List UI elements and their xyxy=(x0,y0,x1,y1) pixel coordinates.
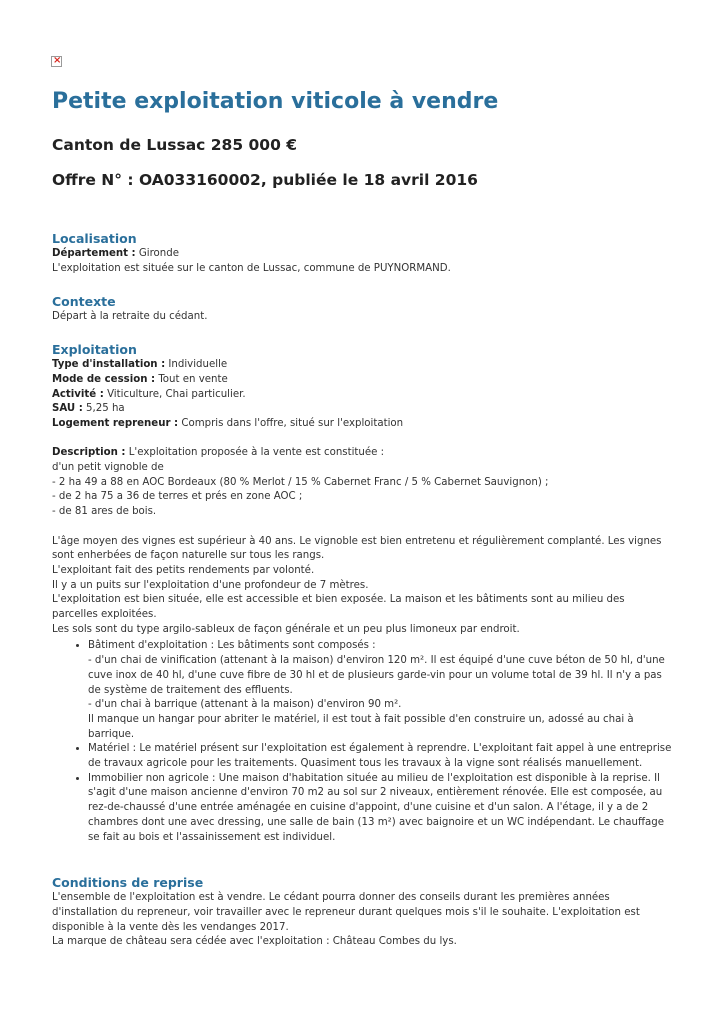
list-item-batiment xyxy=(88,639,672,742)
batiment-chai-barrique: - d'un chai à barrique (attenant à la maison) d'environ 90 m². xyxy=(88,699,402,711)
paragraph-situation: L'exploitation est bien située, elle est accessible et bien exposée. La maison et les bâtiments sont au milieu des parcelles exploitées. xyxy=(52,594,625,621)
localisation-text: L'exploitation est située sur le canton de Lussac, commune de PUYNORMAND. xyxy=(52,262,451,274)
field-activite xyxy=(52,388,672,403)
section-exploitation xyxy=(52,342,672,845)
offer-subtitle: Offre N° : OA033160002, publiée le 18 avril 2016 xyxy=(52,171,478,189)
field-type-label: Type d'installation : xyxy=(52,359,166,371)
field-type-value: Individuelle xyxy=(165,359,228,371)
broken-image-icon: × xyxy=(53,55,62,66)
immobilier-text: • Immobilier non agricole : Une maison d'habitation située au milieu de l'exploitation est disponible à la reprise. Il s'agit d'une maison ancienne d'environ 70 m2 au sol sur 2 niveaux, entièrement rénovée. Elle est composée, au rez-de-chaussé d'une entrée aménagée en cuisine d'appoint, d'une cuisine et d'un salon. A l'étage, il y a de 2 chambres dont une avec dressing, une salle de bain (13 m²) avec baignoire et un WC indépendant. Le chauffage se fait au bois et l'assainissement est individuel. xyxy=(88,772,665,843)
description-line-4: - de 81 ares de bois. xyxy=(52,506,157,518)
offer-content xyxy=(52,88,672,950)
paragraph-rendements: L'exploitant fait des petits rendements par volonté. xyxy=(52,564,315,576)
description-line-1: d'un petit vignoble de xyxy=(52,462,164,474)
list-item-materiel xyxy=(88,742,672,771)
field-logement xyxy=(52,417,672,432)
department-label: Département : xyxy=(52,248,136,259)
description-line-3: - de 2 ha 75 a 36 de terres et prés en zone AOC ; xyxy=(52,491,303,503)
conditions-marque: La marque de château sera cédée avec l'exploitation : Château Combes du lys. xyxy=(52,936,457,948)
field-sau-label: SAU : xyxy=(52,403,83,415)
section-conditions xyxy=(52,875,672,950)
section-localisation xyxy=(52,231,672,276)
price-subtitle: Canton de Lussac 285 000 € xyxy=(52,136,298,154)
description-label: Description : xyxy=(52,447,126,459)
field-logement-value: Compris dans l'offre, situé sur l'exploitation xyxy=(178,417,404,429)
spacer xyxy=(52,520,672,535)
field-sau-value: 5,25 ha xyxy=(82,403,125,415)
paragraph-vignes: L'âge moyen des vignes est supérieur à 40 ans. Le vignoble est bien entretenu et régulièrement complanté. Les vignes sont enherbées de façon naturelle sur tous les rangs. xyxy=(52,535,662,562)
batiment-chai-vinification: - d'un chai de vinification (attenant à la maison) d'environ 120 m². Il est équipé d'une cuve béton de 50 hl, d'une cuve inox de 40 hl, d'une cuve fibre de 30 hl et de plusieurs garde-vin pour un volume total de 39 hl. Il n'y a pas de système de traitement des effluents. xyxy=(88,655,665,696)
field-mode-value: Tout en vente xyxy=(155,373,228,385)
paragraph-puits: Il y a un puits sur l'exploitation d'une profondeur de 7 mètres. xyxy=(52,579,369,591)
materiel-text: • Matériel : Le matériel présent sur l'exploitation est également à reprendre. L'exploitant fait appel à une entreprise de travaux agricole pour les traitements. Quasiment tous les travaux à la vigne sont réalisés manuellement. xyxy=(88,743,672,770)
conditions-text: L'ensemble de l'exploitation est à vendre. Le cédant pourra donner des conseils durant les premières années d'installation du repreneur, voir travailler avec le repreneur durant quelques mois s'il le souhaite. L'exploitation est disponible à la vente dès les vendanges 2017. xyxy=(52,892,640,933)
field-type xyxy=(52,358,672,373)
list-item-immobilier xyxy=(88,772,672,846)
field-mode-label: Mode de cession : xyxy=(52,373,156,385)
description-value: L'exploitation proposée à la vente est constituée : xyxy=(125,447,385,459)
field-sau xyxy=(52,402,672,417)
description-line-2: - 2 ha 49 a 88 en AOC Bordeaux (80 % Merlot / 15 % Cabernet Franc / 5 % Cabernet Sauvignon) ; xyxy=(52,476,549,488)
batiment-intro: • Bâtiment d'exploitation : Les bâtiments sont composés : xyxy=(88,640,376,652)
department-line xyxy=(52,247,672,262)
contexte-text: Départ à la retraite du cédant. xyxy=(52,311,208,323)
localisation-heading: Localisation xyxy=(52,231,137,246)
department-value: Gironde xyxy=(135,248,179,259)
field-activite-value: Viticulture, Chai particulier. xyxy=(103,388,246,400)
page-title: Petite exploitation viticole à vendre xyxy=(52,89,499,114)
exploitation-heading: Exploitation xyxy=(52,342,137,358)
field-mode xyxy=(52,373,672,388)
description-line xyxy=(52,446,672,461)
details-list xyxy=(52,639,672,845)
field-logement-label: Logement repreneur : xyxy=(52,417,179,429)
conditions-heading: Conditions de reprise xyxy=(52,875,204,891)
batiment-hangar: Il manque un hangar pour abriter le matériel, il est tout à fait possible d'en construire un, adossé au chai à barrique. xyxy=(88,713,634,740)
field-activite-label: Activité : xyxy=(52,388,104,400)
paragraph-sols: Les sols sont du type argilo-sableux de façon générale et un peu plus limoneux par endroit. xyxy=(52,623,520,635)
spacer xyxy=(52,432,672,447)
contexte-heading: Contexte xyxy=(52,294,116,310)
section-contexte xyxy=(52,294,672,325)
